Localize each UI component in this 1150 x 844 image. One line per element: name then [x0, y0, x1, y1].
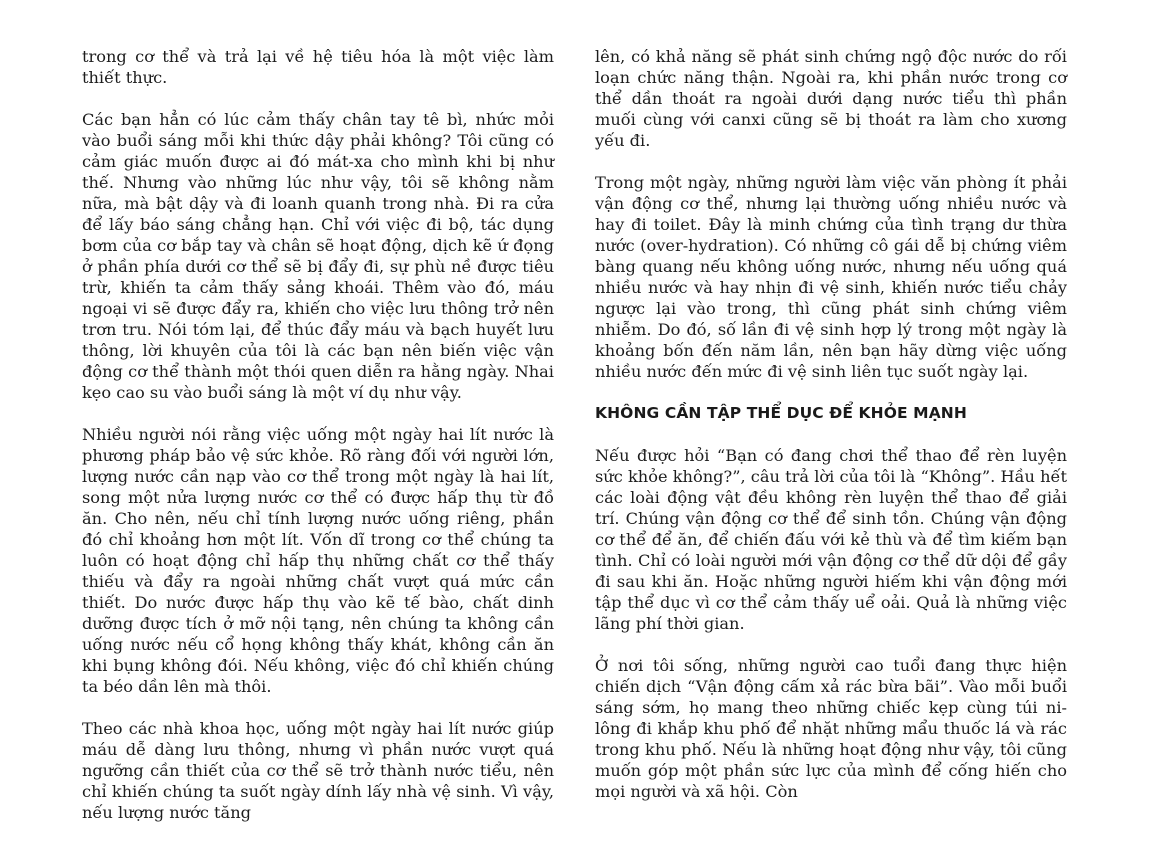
paragraph: lên, có khả năng sẽ phát sinh chứng ngộ độc nước do rối loạn chức năng thận. Ngoài ra, khi phần nước trong cơ thể dần thoát ra ngoài dưới dạng nước tiểu thì phần muối cùng với canxi cũng sẽ bị thoát ra làm cho xương yếu đi. — [595, 47, 1067, 150]
paragraph: trong cơ thể và trả lại về hệ tiêu hóa là một việc làm thiết thực. — [82, 47, 554, 87]
paragraph: Các bạn hẳn có lúc cảm thấy chân tay tê bì, nhức mỏi vào buổi sáng mỗi khi thức dậy phải không? Tôi cũng có cảm giác muốn được ai đó mát-xa cho mình khi bị như thế. Nhưng vào những lúc như vậy, tôi sẽ không nằm nữa, mà bật dậy và đi loanh quanh trong nhà. Đi ra cửa để lấy báo sáng chẳng hạn. Chỉ với việc đi bộ, tác dụng bơm của cơ bắp tay và chân sẽ hoạt động, dịch kẽ ứ đọng ở phần phía dưới cơ thể sẽ bị đẩy đi, sự phù nề được tiêu trừ, khiến ta cảm thấy sảng khoái. Thêm vào đó, máu ngoại vi sẽ được đẩy ra, khiến cho việc lưu thông trở nên trơn tru. Nói tóm lại, để thúc đẩy máu và bạch huyết lưu thông, lời khuyên của tôi là các bạn nên biến việc vận động cơ thể thành một thói quen diễn ra hằng ngày. Nhai kẹo cao su vào buổi sáng là một ví dụ như vậy. — [82, 110, 554, 402]
paragraph: Trong một ngày, những người làm việc văn phòng ít phải vận động cơ thể, nhưng lại thường uống nhiều nước và hay đi toilet. Đây là minh chứng của tình trạng dư thừa nước (over-hydration). Có những cô gái dễ bị chứng viêm bàng quang nếu không uống nước, nhưng nếu uống quá nhiều nước và hay nhịn đi vệ sinh, khiến nước tiểu chảy ngược lại vào trong, thì cũng phát sinh chứng viêm nhiễm. Do đó, số lần đi vệ sinh hợp lý trong một ngày là khoảng bốn đến năm lần, nên bạn hãy dừng việc uống nhiều nước đến mức đi vệ sinh liên tục suốt ngày lại. — [595, 173, 1067, 381]
paragraph: Nhiều người nói rằng việc uống một ngày hai lít nước là phương pháp bảo vệ sức khỏe. Rõ ràng đối với người lớn, lượng nước cần nạp vào cơ thể trong một ngày là hai lít, song một nửa lượng nước cơ thể có được hấp thụ từ đồ ăn. Cho nên, nếu chỉ tính lượng nước uống riêng, phần đó chỉ khoảng hơn một lít. Vốn dĩ trong cơ thể chúng ta luôn có hoạt động chỉ hấp thụ những chất cơ thể thấy thiếu và đẩy ra ngoài những chất vượt quá mức cần thiết. Do nước được hấp thụ vào kẽ tế bào, chất dinh dưỡng được tích ở mỡ nội tạng, nên chúng ta không cần uống nước nếu cổ họng không thấy khát, không cần ăn khi bụng không đói. Nếu không, việc đó chỉ khiến chúng ta béo dần lên mà thôi. — [82, 425, 554, 696]
paragraph: Theo các nhà khoa học, uống một ngày hai lít nước giúp máu dễ dàng lưu thông, nhưng vì phần nước vượt quá ngưỡng cần thiết của cơ thể sẽ trở thành nước tiểu, nên chỉ khiến chúng ta suốt ngày dính lấy nhà vệ sinh. Vì vậy, nếu lượng nước tăng — [82, 719, 554, 822]
section-heading: KHÔNG CẦN TẬP THỂ DỤC ĐỂ KHỎE MẠNH — [595, 404, 967, 422]
paragraph: Ở nơi tôi sống, những người cao tuổi đang thực hiện chiến dịch “Vận động cấm xả rác bừa bãi”. Vào mỗi buổi sáng sớm, họ mang theo những chiếc kẹp cùng túi ni-lông đi khắp khu phố để nhặt những mẩu thuốc lá và rác trong khu phố. Nếu là những hoạt động như vậy, tôi cũng muốn góp một phần sức lực của mình để cống hiến cho mọi người và xã hội. Còn — [595, 656, 1067, 801]
right-page-column — [595, 46, 1067, 823]
left-page-column — [82, 46, 554, 844]
paragraph: Nếu được hỏi “Bạn có đang chơi thể thao để rèn luyện sức khỏe không?”, câu trả lời của tôi là “Không”. Hầu hết các loài động vật đều không rèn luyện thể thao để giải trí. Chúng vận động cơ thể để sinh tồn. Chúng vận động cơ thể để ăn, để chiến đấu với kẻ thù và để tìm kiếm bạn tình. Chỉ có loài người mới vận động cơ thể dữ dội để gầy đi sau khi ăn. Hoặc những người hiếm khi vận động mới tập thể dục vì cơ thể cảm thấy uể oải. Quả là những việc lãng phí thời gian. — [595, 446, 1067, 633]
